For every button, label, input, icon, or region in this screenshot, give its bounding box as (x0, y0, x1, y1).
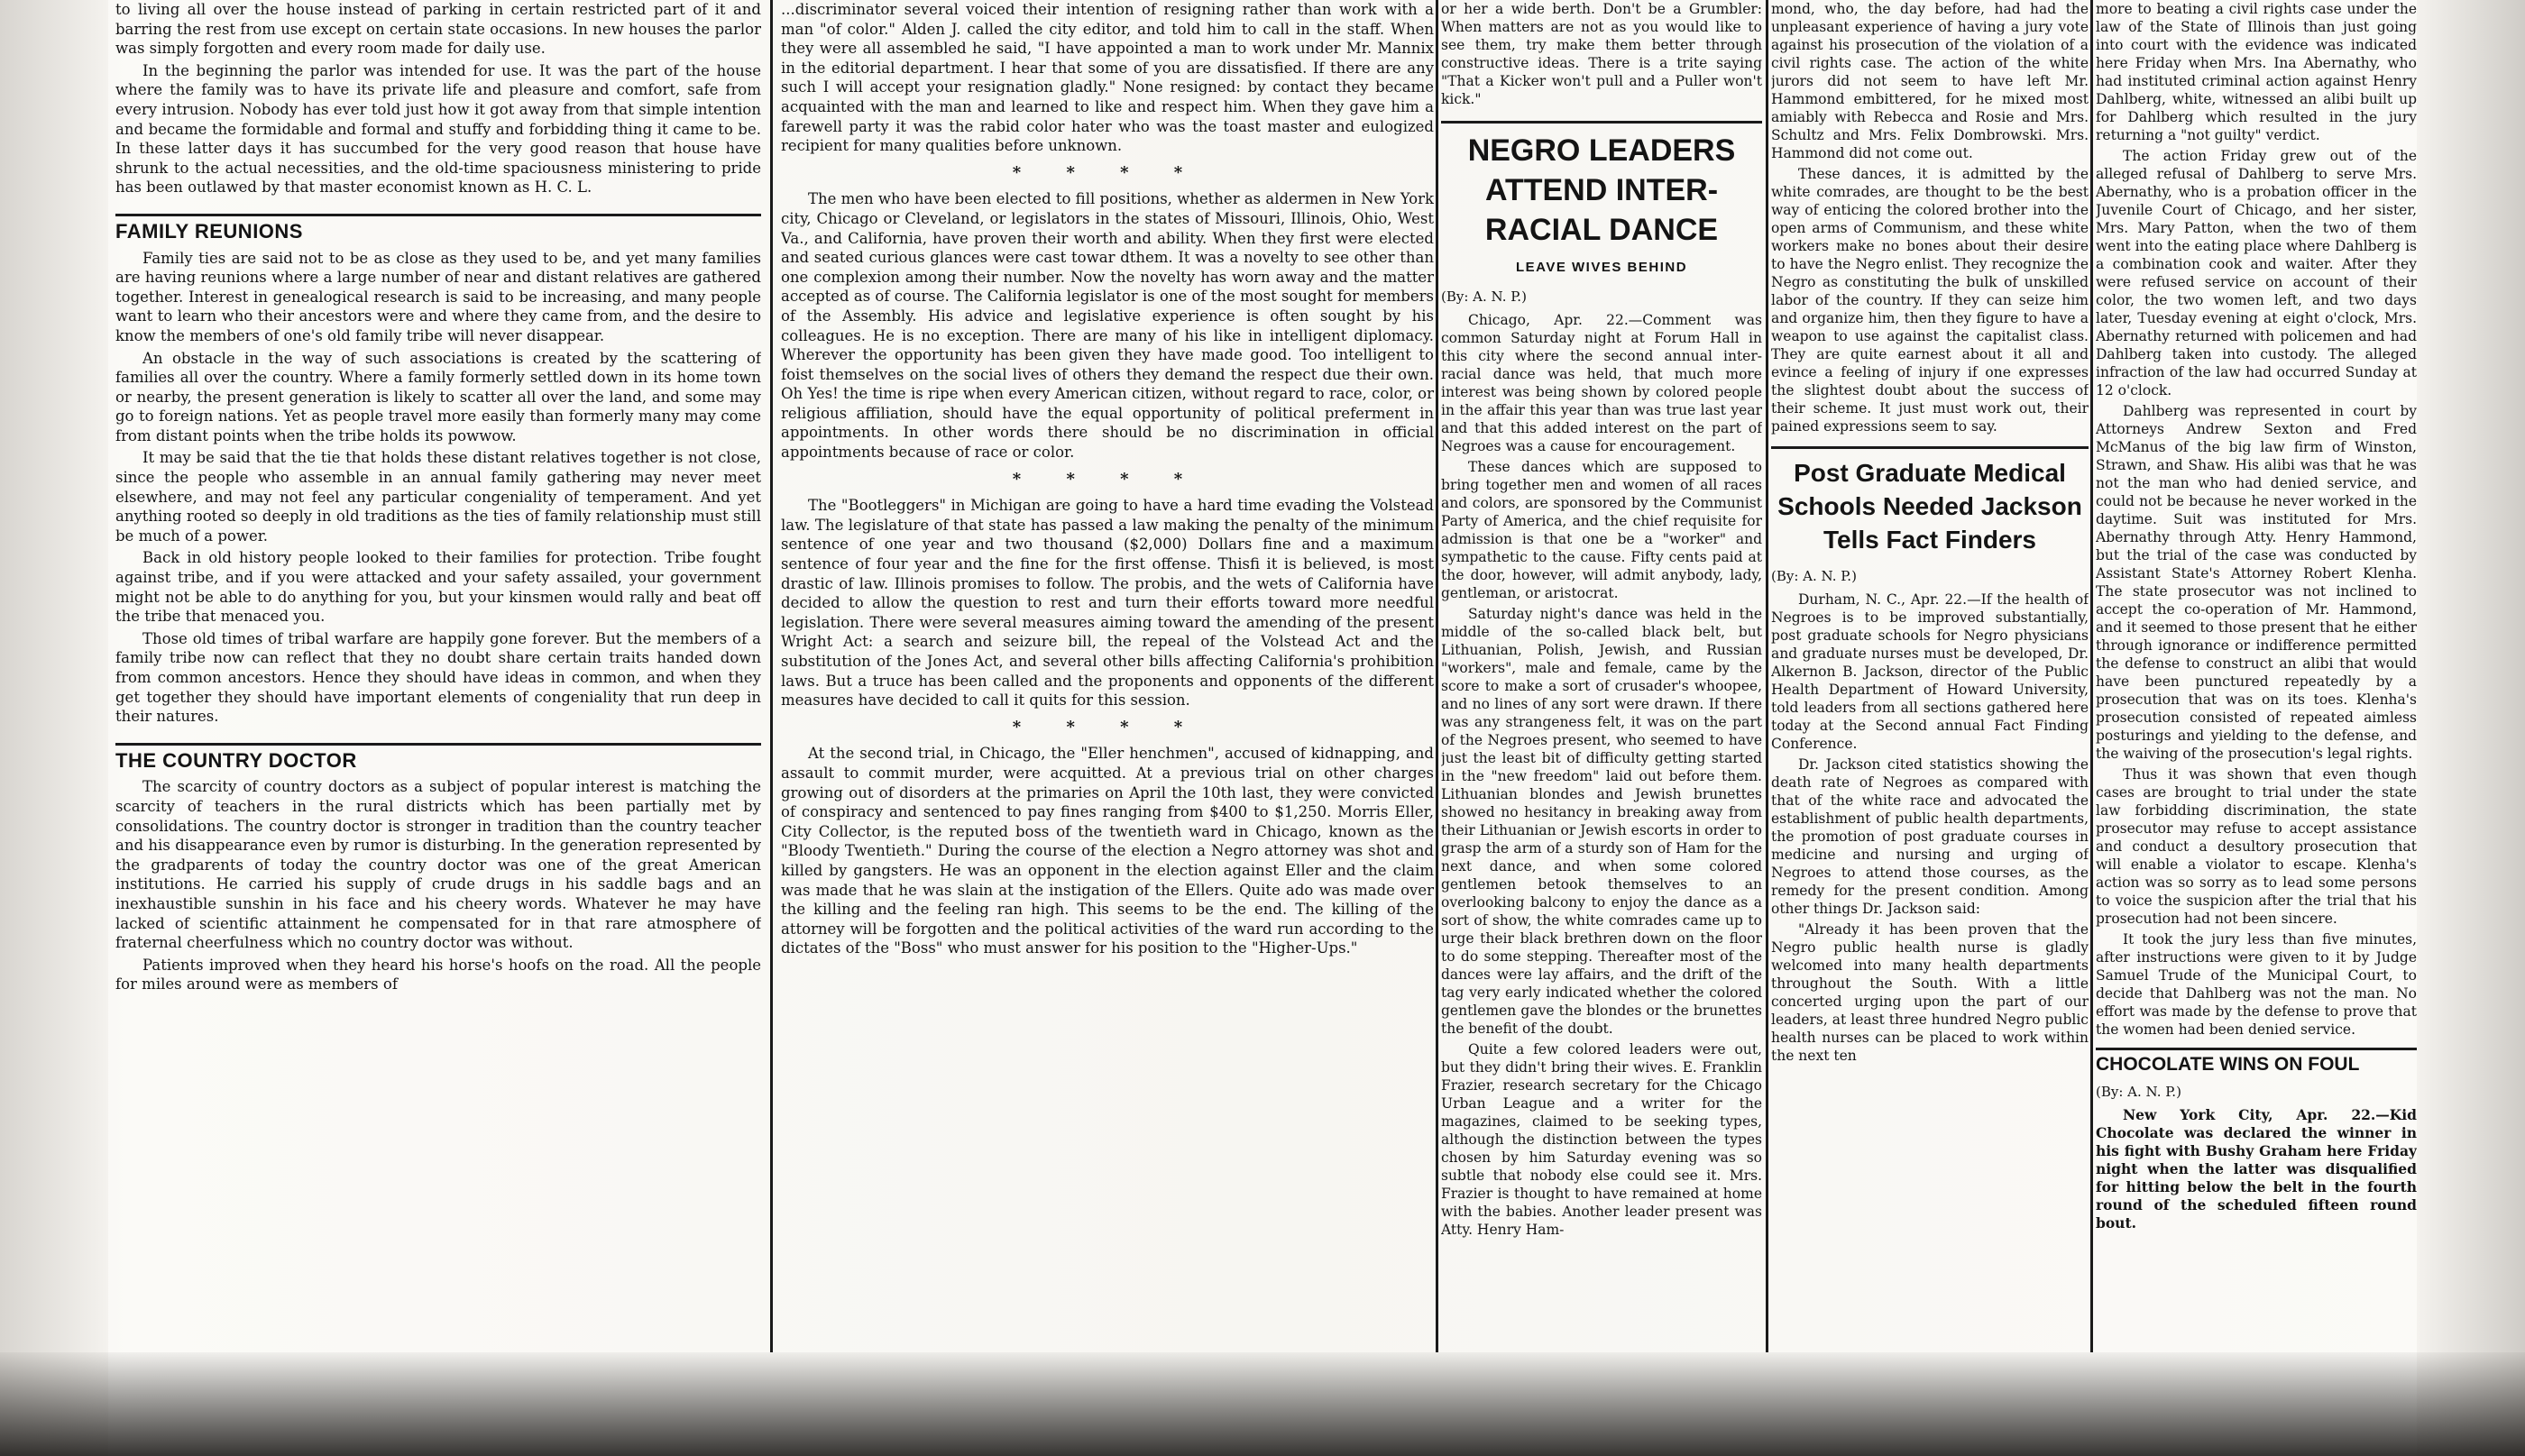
subheadline-leave-wives: LEAVE WIVES BEHIND (1515, 260, 1688, 275)
paragraph: The men who have been elected to fill positions, whether as aldermen in New York city, Chicago or Cleveland, or legislators in the states of Missouri, Illinois, Ohio, West Va., and California, have proven their worth and ability. When they first were elected and seated curious glances were cast towar dthem. It was a novelty to see other than one complexion among their number. Now the novelty has worn away and the matter accepted as of course. The California legislator is one of the most sought for members of the Assembly. His advice and legislative experience is often sought by his colleagues. He is no exception. There are many of his like in intelligent diplomacy. Wherever the opportunity has been given they have made good. Too intelligent to foist themselves on the social lives of others they demand the respect due their own. Oh Yes! the time is ripe when every American citizen, without regard to race, color, or religious affiliation, should have the equal opportunity of political preferment in appointments. In other words there should be no discrimination in official appointments because of race or color. (781, 190, 1434, 462)
paragraph: The action Friday grew out of the alleged refusal of Dahlberg to serve Mrs. Abernathy, who is a probation officer in the Juvenile Court of Chicago, and her sister, Mrs. Mary Patton, when the two of them went into the eating place where Dahlberg is a combination cook and waiter. After they were refused service on account of their color, the two women left, and two days later, Tuesday evening at eight o'clock, Mrs. Abernathy returned with policemen and had Dahlberg taken into custody. The alleged infraction of the law had occurred Sunday at 12 o'clock. (2096, 148, 2417, 398)
column-rule (1766, 0, 1768, 1352)
paragraph: Dr. Jackson cited statistics showing the death rate of Negroes as compared with that of the white race and advocated the establishment of public health departments, the promotion of post graduate courses in medicine and nursing and urging of Negroes to attend those courses, as the remedy for the present condition. Among other things Dr. Jackson said: (1771, 756, 2089, 917)
separator-stars: * * * * (1012, 717, 1203, 737)
paragraph: Thus it was shown that even though cases are brought to trial under the state law forbidding discrimination, the state prosecutor may refuse to accept assistance and conduct a desultory prosecution that will enable a violator to escape. Klenha's action was so sorry as to lead some persons to voice the suspicion after the trial that his prosecution had not been sincere. (2096, 766, 2417, 927)
byline: (By: A. N. P.) (1441, 288, 1527, 305)
column-rule (1436, 0, 1438, 1352)
paragraph: to living all over the house instead of parking in certain restricted part of it and barring the rest from use except on certain state occasions. In new houses the parlor was simply forgotten and every room made for daily use. (115, 1, 761, 58)
paragraph: Durham, N. C., Apr. 22.—If the health of Negroes is to be improved substantially, post graduate schools for Negro physicians and graduate nurses must be developed, Dr. Alkernon B. Jackson, director of the Public Health Department of Howard University, told leaders from all sections gathered here today at the Second annual Fact Finding Conference. (1771, 591, 2089, 752)
paragraph: An obstacle in the way of such associations is created by the scattering of families all over the country. Where a family formerly settled down in its home town or nearby, the present generation is likely to scatter all over the land, and some may go to foreign nations. Yet as people travel more easily than formerly many may come from distant points when the tribe holds its powwow. (115, 349, 761, 444)
paragraph: more to beating a civil rights case under the law of the State of Illinois than just going into court with the evidence was indicated here Friday when Mrs. Ina Abernathy, who had instituted criminal action against Henry Dahlberg, white, witnessed an alibi built up for Dahlberg which resulted in the jury returning a "not guilty" verdict. (2096, 1, 2417, 143)
paragraph: Patients improved when they heard his horse's hoofs on the road. All the people for miles around were as members of (115, 956, 761, 994)
scan-bottom-shadow (0, 1352, 2525, 1456)
headline-family-reunions: FAMILY REUNIONS (115, 214, 761, 242)
byline: (By: A. N. P.) (1771, 568, 1857, 584)
separator-stars: * * * * (1012, 469, 1203, 489)
separator-stars: * * * * (1012, 162, 1203, 182)
paragraph: The "Bootleggers" in Michigan are going to have a hard time evading the Volstead law. The legislature of that state has passed a law making the penalty of the minimum sentence of one year and two thousand ($2,000) Dollars fine and a maximum sentence of four year and the fine for the first offense. Thisfi it is believed, is most drastic of law. Illinois promises to follow. The probis, and the wets of California have decided to allow the question to rest and turn their efforts toward more needful legislation. There were several measures aiming toward the amending of the present Wright Act: a search and seizure bill, the repeal of the Volstead Act and the substitution of the Jones Act, and several other bills affecting California's prohibition laws. But a truce has been called and the proponents and opponents of the different measures have decided to call it quits for this session. (781, 497, 1434, 710)
paragraph: mond, who, the day before, had had the unpleasant experience of having a jury vote against his prosecution of the violation of a civil rights case. The action of the white jurors did not seem to have left Mr. Hammond embittered, for he mixed most amiably with Rebecca and Rosie and Mrs. Schultz and Mrs. Felix Dombrowski. Mrs. Hammond did not come out. (1771, 1, 2089, 161)
paragraph: In the beginning the parlor was intended for use. It was the part of the house where the family was to have its private life and pleasure and comfort, safe from every intrusion. Nobody has ever told just how it got away from that simple intention and became the formidable and formal and stuffy and forbidding thing it came to be. In these latter days it has succumbed for the very good reason that house have shrunk to the actual necessities, and the old-time spaciousness ministering to pride has been outlawed by that master economist known as H. C. L. (115, 61, 761, 197)
headline-negro-leaders: NEGRO LEADERS ATTEND INTER-RACIAL DANCE (1441, 121, 1762, 250)
column-medical-story (1771, 0, 2089, 1067)
paragraph: Those old times of tribal warfare are happily gone forever. But the members of a family tribe now can reflect that they no doubt share certain traits handed down from common ancestors. Hence they should have ideas in common, and when they get together they should have important elements of congeniality that run deep in their natures. (115, 629, 761, 726)
paragraph: It may be said that the tie that holds these distant relatives together is not close, since the people who assemble in an annual family gathering may never meet elsewhere, and may not feel any particular congeniality of temperament. And yet anything rooted so deeply in old traditions as the ties of family relationship must still be much of a power. (115, 449, 761, 545)
column-dance-story (1441, 0, 1762, 1241)
paragraph: "Already it has been proven that the Negro public health nurse is gladly welcomed into many health departments throughout the South. With a little concerted urging upon the part of our leaders, at least three hundred Negro public health nurses can be placed to work within the next ten (1771, 921, 2089, 1064)
paragraph: Back in old history people looked to their families for protection. Tribe fought against tribe, and if you were attacked and your safety assailed, your government might not be able to do anything for you, but your kinsmen would rally and beat off the tribe that menaced you. (115, 549, 761, 626)
paragraph: or her a wide berth. Don't be a Grumbler: When matters are not as you would like to see them, try make them better through constructive ideas. There is a trite saying "That a Kicker won't pull and a Puller won't kick." (1441, 1, 1762, 107)
paragraph: ...discriminator several voiced their intention of resigning rather than work with a man "of color." Alden J. called the city editor, and told him to call in the staff. When they were all assembled he said, "I have appointed a man to work under Mr. Mannix in the editorial department. I hear that some of you are dissatisfied. If there are any such I will accept your resignation gladly." None resigned: by contact they became acquainted with the man and learned to like and respect him. When they gave him a farewell party it was the rabid color hater who was the toast master and eulogized recipient for many qualities before unknown. (781, 1, 1434, 155)
column-rule (770, 0, 773, 1352)
byline: (By: A. N. P.) (2096, 1084, 2181, 1100)
paragraph: These dances which are supposed to bring together men and women of all races and colors, are sponsored by the Communist Party of America, and the chief requisite for admission is that one be a "worker" and sympathetic to the cause. Fifty cents paid at the door, however, will admit anybody, lady, gentleman, or aristocrat. (1441, 459, 1762, 601)
column-civil-rights (2096, 0, 2417, 1235)
headline-chocolate-wins: CHOCOLATE WINS ON FOUL (2096, 1048, 2417, 1074)
headline-country-doctor: THE COUNTRY DOCTOR (115, 743, 761, 771)
page-edge-left (0, 0, 108, 1456)
column-commentary (781, 0, 1434, 961)
paragraph: Chicago, Apr. 22.—Comment was common Saturday night at Forum Hall in this city where the second annual inter-racial dance was held, that much more interest was being shown by colored people in the affair this year than was true last year and that this added interest on the part of Negroes was a cause for encouragement. (1441, 312, 1762, 454)
column-editorials (115, 0, 761, 997)
paragraph: It took the jury less than five minutes, after instructions were given to it by Judge Samuel Trude of the Municipal Court, to decide that Dahlberg was not the man. No effort was made by the defense to prove that the women had been denied service. (2096, 931, 2417, 1038)
paragraph: Family ties are said not to be as close as they used to be, and yet many families are having reunions where a large number of near and distant relatives are gathered together. Interest in genealogical research is said to be increasing, and many people want to learn who their ancestors were and where they came from, and the desire to know the members of one's old family tribe will never disappear. (115, 249, 761, 344)
paragraph: Dahlberg was represented in court by Attorneys Andrew Sexton and Fred McManus of the big law firm of Winston, Strawn, and Shaw. His alibi was that he was not the man who had denied service, and could not be because he never worked in the daytime. Suit was instituted for Mrs. Abernathy through Atty. Henry Hammond, but the trial of the case was conducted by Assistant State's Attorney Robert Klenha. The state prosecutor was not inclined to accept the co-operation of Mr. Hammond, and it seemed to those present that he either through ignorance or indifference permitted the defense to construct an alibi that would have been punctured repeatedly by a prosecution that was on its toes. Klenha's prosecution consisted of repeated aimless posturings and yielding to the defense, and the waiving of the prosecution's legal rights. (2096, 403, 2417, 762)
column-rule (2090, 0, 2093, 1352)
page-edge-right (2417, 0, 2525, 1456)
paragraph: New York City, Apr. 22.—Kid Chocolate was declared the winner in his fight with Bushy Graham here Friday night when the latter was disqualified for hitting below the belt in the fourth round of the scheduled fifteen round bout. (2096, 1106, 2417, 1232)
paragraph: At the second trial, in Chicago, the "Eller henchmen", accused of kidnapping, and assault to commit murder, were acquitted. At a previous trial on other charges growing out of disorders at the primaries on April the 10th last, they were convicted of conspiracy and sentenced to pay fines ranging from $400 to $1,250. Morris Eller, City Collector, is the reputed boss of the twentieth ward in Chicago, known as the "Bloody Twentieth." During the course of the election a Negro attorney was shot and killed by gangsters. He was an opponent in the election against Eller and the claim was made that he was slain at the instigation of the Ellers. Quite ado was made over the killing and the feeling ran high. This seems to be the end. The killing of the attorney will be forgotten and the political activities of the ward run according to the dictates of the "Boss" who must answer for his position to the "Higher-Ups." (781, 745, 1434, 957)
paragraph: Saturday night's dance was held in the middle of the so-called black belt, but Lithuanian, Polish, Jewish, and Russian "workers", male and female, came by the score to make a sort of crusader's whoopee, and no lines of any sort were drawn. If there was any strangeness felt, it was on the part of the Negroes present, who seemed to have just the least bit of difficulty getting started in the "new freedom" laid out before them. Lithuanian blondes and Jewish brunettes showed no hesitancy in breaking away from their Lithuanian or Jewish escorts in order to grasp the arm of a sturdy son of Ham for the next dance, and when some colored gentlemen betook themselves to an overlooking balcony to enjoy the dance as a sort of show, the white comrades came up to urge their black brethren down on the floor to do some stepping. Thereafter most of the dances were lay affairs, and the drift of the tag very early indicated whether the colored gentlemen gave the blondes or the brunettes the benefit of the doubt. (1441, 606, 1762, 1037)
paragraph: Quite a few colored leaders were out, but they didn't bring their wives. E. Franklin Frazier, research secretary for the Chicago Urban League and a writer for the magazines, claimed to be seeking types, although the distinction between the types chosen by him Saturday evening was so subtle that nobody else could see it. Mrs. Frazier is thought to have remained at home with the babies. Another leader present was Atty. Henry Ham- (1441, 1041, 1762, 1238)
headline-post-graduate: Post Graduate Medical Schools Needed Jackson Tells Fact Finders (1771, 446, 2089, 556)
paragraph: These dances, it is admitted by the white comrades, are thought to be the best way of enticing the colored brother into the open arms of Communism, and these white workers make no bones about their desire to have the Negro enlist. They recognize the Negro as constituting the bulk of unskilled labor of the country. If they can seize him and organize him, then they figure to have a weapon to use against the capitalist class. They are quite earnest about it all and evince a feeling of injury if one expresses the slightest doubt about the success of their scheme. It just must work out, their pained expressions seem to say. (1771, 166, 2089, 435)
paragraph: The scarcity of country doctors as a subject of popular interest is matching the scarcity of teachers in the rural districts which has been partially met by consolidations. The country doctor is stronger in tradition than the country teacher and his disappearance even by rumor is disturbing. In the generation represented by the gradparents of today the country doctor was one of the great American institutions. He carried his supply of crude drugs in his saddle bags and an inexhaustible sunshin in his face and his cheery words. Whatever he may have lacked of scientific attainment he compensated for in that rare atmosphere of fraternal cheerfulness which no country doctor was without. (115, 778, 761, 952)
